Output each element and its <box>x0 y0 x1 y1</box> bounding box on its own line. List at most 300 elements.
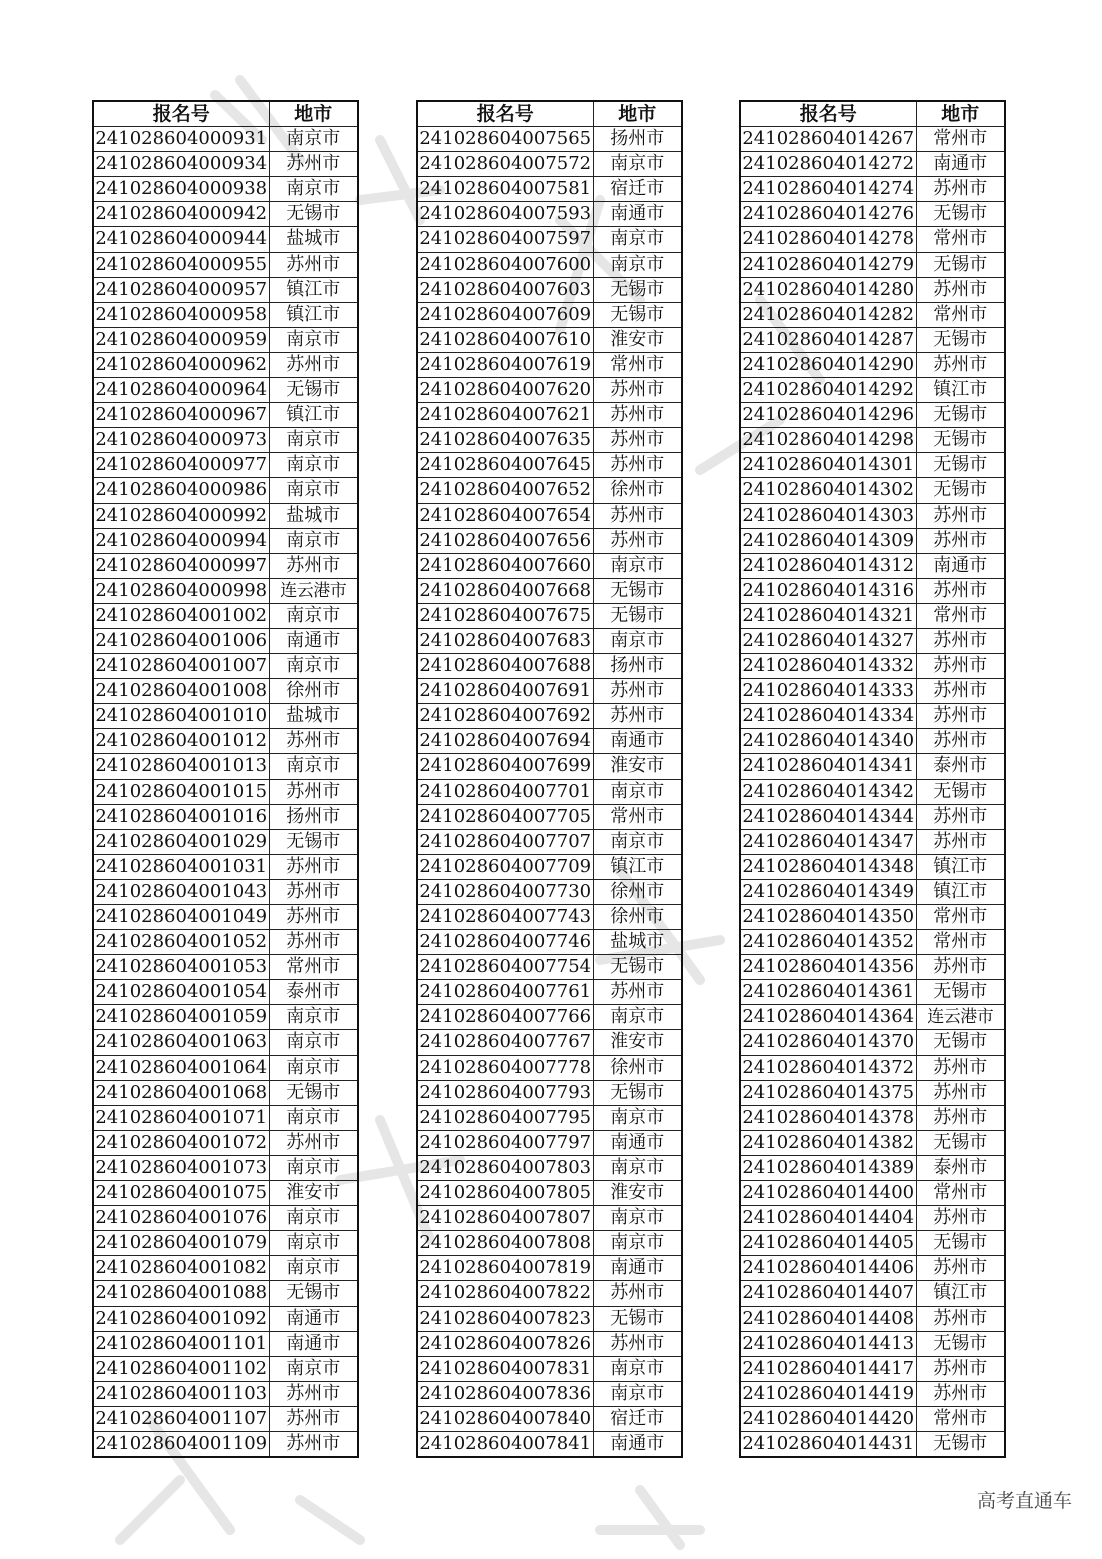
registration-number-cell: 241028604014274 <box>740 177 916 202</box>
registration-number-cell: 241028604014431 <box>740 1431 916 1457</box>
table-row <box>93 1030 358 1055</box>
table-row <box>740 1306 1005 1331</box>
city-cell: 无锡市 <box>593 955 682 980</box>
table-row <box>93 1331 358 1356</box>
city-cell: 无锡市 <box>916 1030 1005 1055</box>
registration-number-cell: 241028604014312 <box>740 553 916 578</box>
city-cell: 南京市 <box>593 628 682 653</box>
table-row <box>93 1105 358 1130</box>
city-cell: 苏州市 <box>916 1206 1005 1231</box>
registration-number-cell: 241028604014333 <box>740 679 916 704</box>
table-row <box>417 1331 682 1356</box>
table-row <box>93 1080 358 1105</box>
registration-number-cell: 241028604007603 <box>417 277 593 302</box>
city-cell: 苏州市 <box>593 1331 682 1356</box>
table-row <box>740 955 1005 980</box>
city-cell: 苏州市 <box>593 403 682 428</box>
table-row <box>740 854 1005 879</box>
registration-number-cell: 241028604007692 <box>417 704 593 729</box>
city-cell: 苏州市 <box>916 1080 1005 1105</box>
table-row <box>93 478 358 503</box>
registration-number-cell: 241028604007675 <box>417 603 593 628</box>
registration-number-cell: 241028604014309 <box>740 528 916 553</box>
city-cell: 镇江市 <box>269 277 358 302</box>
registration-number-cell: 241028604000959 <box>93 327 269 352</box>
registration-number-cell: 241028604007597 <box>417 227 593 252</box>
table-row <box>417 1356 682 1381</box>
city-cell: 镇江市 <box>916 1281 1005 1306</box>
city-cell: 无锡市 <box>593 603 682 628</box>
registration-number-cell: 241028604001107 <box>93 1406 269 1431</box>
city-cell: 苏州市 <box>269 879 358 904</box>
city-cell: 南京市 <box>593 1381 682 1406</box>
city-cell: 连云港市 <box>269 578 358 603</box>
city-cell: 常州市 <box>916 930 1005 955</box>
registration-number-cell: 241028604001075 <box>93 1181 269 1206</box>
registration-number-cell: 241028604014316 <box>740 578 916 603</box>
registration-number-cell: 241028604000958 <box>93 302 269 327</box>
table-row <box>417 829 682 854</box>
city-cell: 镇江市 <box>593 854 682 879</box>
table-row <box>93 1155 358 1180</box>
table-row <box>93 829 358 854</box>
registration-number-cell: 241028604000934 <box>93 152 269 177</box>
registration-number-cell: 241028604014420 <box>740 1406 916 1431</box>
city-cell: 南通市 <box>269 628 358 653</box>
registration-number-cell: 241028604001043 <box>93 879 269 904</box>
registration-number-cell: 241028604007688 <box>417 654 593 679</box>
city-cell: 南京市 <box>269 1030 358 1055</box>
table-row <box>93 779 358 804</box>
table-row <box>740 829 1005 854</box>
table-row <box>417 1231 682 1256</box>
registration-number-cell: 241028604001072 <box>93 1130 269 1155</box>
table-row <box>740 1130 1005 1155</box>
table-row <box>417 704 682 729</box>
city-cell: 南京市 <box>269 603 358 628</box>
table-row <box>93 1381 358 1406</box>
table-row <box>93 603 358 628</box>
table-row <box>93 1406 358 1431</box>
table-row <box>417 503 682 528</box>
registration-number-cell: 241028604000994 <box>93 528 269 553</box>
registration-number-cell: 241028604014361 <box>740 980 916 1005</box>
registration-number-cell: 241028604007619 <box>417 352 593 377</box>
table-row <box>740 1206 1005 1231</box>
registration-number-cell: 241028604000986 <box>93 478 269 503</box>
table-row <box>740 352 1005 377</box>
city-cell: 南京市 <box>593 1356 682 1381</box>
table-row <box>740 1105 1005 1130</box>
city-cell: 南京市 <box>269 327 358 352</box>
city-cell: 苏州市 <box>916 729 1005 754</box>
registration-number-cell: 241028604001049 <box>93 905 269 930</box>
city-cell: 南京市 <box>269 1105 358 1130</box>
city-cell: 镇江市 <box>269 302 358 327</box>
city-cell: 南京市 <box>269 1356 358 1381</box>
city-cell: 泰州市 <box>916 754 1005 779</box>
table-row <box>740 302 1005 327</box>
table-row <box>417 227 682 252</box>
table-row <box>740 553 1005 578</box>
table-row <box>93 352 358 377</box>
registration-number-cell: 241028604007808 <box>417 1231 593 1256</box>
table-row <box>740 1005 1005 1030</box>
city-cell: 苏州市 <box>593 980 682 1005</box>
city-cell: 淮安市 <box>593 754 682 779</box>
city-cell: 南京市 <box>593 227 682 252</box>
city-cell: 南通市 <box>593 1130 682 1155</box>
city-cell: 苏州市 <box>593 428 682 453</box>
registration-number-cell: 241028604001102 <box>93 1356 269 1381</box>
table-row <box>93 453 358 478</box>
table-row <box>417 177 682 202</box>
city-cell: 无锡市 <box>916 478 1005 503</box>
table-row <box>417 1306 682 1331</box>
registration-number-cell: 241028604001010 <box>93 704 269 729</box>
city-cell: 无锡市 <box>916 202 1005 227</box>
table-row <box>93 1130 358 1155</box>
table-row <box>417 679 682 704</box>
registration-table-3 <box>739 100 1006 1458</box>
table-row <box>417 1406 682 1431</box>
table-row <box>740 127 1005 152</box>
city-cell: 苏州市 <box>269 930 358 955</box>
table-row <box>93 704 358 729</box>
registration-number-cell: 241028604007699 <box>417 754 593 779</box>
registration-number-cell: 241028604007610 <box>417 327 593 352</box>
city-cell: 南通市 <box>916 152 1005 177</box>
table-row <box>740 980 1005 1005</box>
registration-number-cell: 241028604014341 <box>740 754 916 779</box>
table-row <box>740 1030 1005 1055</box>
table-row <box>417 1105 682 1130</box>
registration-number-cell: 241028604014400 <box>740 1181 916 1206</box>
table-row <box>93 754 358 779</box>
city-cell: 苏州市 <box>916 1356 1005 1381</box>
city-cell: 无锡市 <box>916 403 1005 428</box>
registration-number-cell: 241028604014290 <box>740 352 916 377</box>
city-cell: 苏州市 <box>916 679 1005 704</box>
table-row <box>417 1155 682 1180</box>
table-row <box>93 378 358 403</box>
table-row <box>740 478 1005 503</box>
city-cell: 苏州市 <box>269 1381 358 1406</box>
city-cell: 无锡市 <box>269 829 358 854</box>
table-row <box>417 553 682 578</box>
table-row <box>417 955 682 980</box>
table-row <box>93 428 358 453</box>
registration-number-cell: 241028604007807 <box>417 1206 593 1231</box>
registration-number-cell: 241028604014327 <box>740 628 916 653</box>
table-row <box>740 503 1005 528</box>
registration-number-cell: 241028604007840 <box>417 1406 593 1431</box>
registration-number-cell: 241028604000942 <box>93 202 269 227</box>
registration-number-cell: 241028604007609 <box>417 302 593 327</box>
city-cell: 苏州市 <box>916 829 1005 854</box>
header-city: 地市 <box>916 101 1005 127</box>
registration-number-cell: 241028604014372 <box>740 1055 916 1080</box>
city-cell: 南京市 <box>593 553 682 578</box>
table-row <box>740 729 1005 754</box>
table-row <box>740 227 1005 252</box>
table-row <box>93 1431 358 1457</box>
city-cell: 苏州市 <box>916 1256 1005 1281</box>
city-cell: 南京市 <box>593 1005 682 1030</box>
table-row <box>93 152 358 177</box>
registration-number-cell: 241028604007805 <box>417 1181 593 1206</box>
table-row <box>740 1055 1005 1080</box>
city-cell: 南京市 <box>593 252 682 277</box>
registration-number-cell: 241028604001015 <box>93 779 269 804</box>
table-row <box>417 152 682 177</box>
table-row <box>93 1256 358 1281</box>
city-cell: 苏州市 <box>916 628 1005 653</box>
table-row <box>740 905 1005 930</box>
registration-number-cell: 241028604007593 <box>417 202 593 227</box>
registration-number-cell: 241028604014375 <box>740 1080 916 1105</box>
registration-number-cell: 241028604001063 <box>93 1030 269 1055</box>
table-row <box>93 277 358 302</box>
city-cell: 苏州市 <box>916 1306 1005 1331</box>
table-row <box>93 503 358 528</box>
registration-number-cell: 241028604014419 <box>740 1381 916 1406</box>
table-row <box>417 327 682 352</box>
registration-number-cell: 241028604007836 <box>417 1381 593 1406</box>
table-row <box>740 1155 1005 1180</box>
city-cell: 苏州市 <box>269 1406 358 1431</box>
table-row <box>740 177 1005 202</box>
table-row <box>740 378 1005 403</box>
city-cell: 南京市 <box>593 1231 682 1256</box>
city-cell: 苏州市 <box>916 277 1005 302</box>
registration-number-cell: 241028604007600 <box>417 252 593 277</box>
header-registration-number: 报名号 <box>417 101 593 127</box>
city-cell: 徐州市 <box>593 905 682 930</box>
table-row <box>417 1130 682 1155</box>
registration-number-cell: 241028604014364 <box>740 1005 916 1030</box>
table-row <box>740 403 1005 428</box>
registration-number-cell: 241028604007831 <box>417 1356 593 1381</box>
city-cell: 南通市 <box>593 729 682 754</box>
registration-number-cell: 241028604001002 <box>93 603 269 628</box>
table-row <box>93 654 358 679</box>
table-row <box>740 528 1005 553</box>
table-row <box>740 578 1005 603</box>
registration-number-cell: 241028604014408 <box>740 1306 916 1331</box>
city-cell: 苏州市 <box>269 1130 358 1155</box>
registration-number-cell: 241028604007654 <box>417 503 593 528</box>
city-cell: 镇江市 <box>916 378 1005 403</box>
registration-number-cell: 241028604000944 <box>93 227 269 252</box>
table-row <box>740 1381 1005 1406</box>
city-cell: 苏州市 <box>269 152 358 177</box>
city-cell: 常州市 <box>916 127 1005 152</box>
registration-number-cell: 241028604000931 <box>93 127 269 152</box>
registration-number-cell: 241028604014296 <box>740 403 916 428</box>
city-cell: 苏州市 <box>593 453 682 478</box>
table-row <box>417 1256 682 1281</box>
table-row <box>417 378 682 403</box>
table-row <box>417 453 682 478</box>
registration-number-cell: 241028604007743 <box>417 905 593 930</box>
city-cell: 常州市 <box>916 227 1005 252</box>
registration-number-cell: 241028604007620 <box>417 378 593 403</box>
table-row <box>740 277 1005 302</box>
table-row <box>93 1231 358 1256</box>
city-cell: 苏州市 <box>916 352 1005 377</box>
city-cell: 无锡市 <box>916 453 1005 478</box>
city-cell: 南通市 <box>593 202 682 227</box>
table-row <box>417 980 682 1005</box>
registration-number-cell: 241028604001016 <box>93 804 269 829</box>
table-row <box>417 202 682 227</box>
city-cell: 苏州市 <box>593 679 682 704</box>
registration-number-cell: 241028604000955 <box>93 252 269 277</box>
city-cell: 无锡市 <box>269 1281 358 1306</box>
registration-number-cell: 241028604007660 <box>417 553 593 578</box>
registration-number-cell: 241028604007709 <box>417 854 593 879</box>
table-row <box>417 804 682 829</box>
city-cell: 无锡市 <box>593 1080 682 1105</box>
registration-number-cell: 241028604014340 <box>740 729 916 754</box>
table-row <box>740 1356 1005 1381</box>
table-row <box>417 127 682 152</box>
city-cell: 南京市 <box>269 1005 358 1030</box>
registration-number-cell: 241028604001079 <box>93 1231 269 1256</box>
city-cell: 常州市 <box>916 603 1005 628</box>
city-cell: 南京市 <box>593 779 682 804</box>
table-row <box>93 729 358 754</box>
registration-number-cell: 241028604007701 <box>417 779 593 804</box>
city-cell: 苏州市 <box>916 503 1005 528</box>
city-cell: 淮安市 <box>593 1030 682 1055</box>
table-row <box>93 679 358 704</box>
table-row <box>417 1080 682 1105</box>
table-row <box>417 879 682 904</box>
table-row <box>417 1281 682 1306</box>
table-row <box>417 302 682 327</box>
city-cell: 苏州市 <box>593 503 682 528</box>
city-cell: 南通市 <box>916 553 1005 578</box>
footer-brand: 高考直通车 <box>976 1490 1072 1512</box>
city-cell: 泰州市 <box>916 1155 1005 1180</box>
registration-number-cell: 241028604007656 <box>417 528 593 553</box>
registration-number-cell: 241028604014272 <box>740 152 916 177</box>
table-row <box>417 528 682 553</box>
registration-number-cell: 241028604007705 <box>417 804 593 829</box>
table-row <box>417 428 682 453</box>
table-row <box>740 202 1005 227</box>
table-row <box>93 980 358 1005</box>
registration-number-cell: 241028604000957 <box>93 277 269 302</box>
city-cell: 苏州市 <box>916 528 1005 553</box>
city-cell: 镇江市 <box>916 879 1005 904</box>
city-cell: 苏州市 <box>593 378 682 403</box>
registration-number-cell: 241028604014350 <box>740 905 916 930</box>
table-row <box>417 628 682 653</box>
city-cell: 无锡市 <box>916 980 1005 1005</box>
registration-number-cell: 241028604007797 <box>417 1130 593 1155</box>
city-cell: 南京市 <box>269 1055 358 1080</box>
table-row <box>417 1181 682 1206</box>
registration-number-cell: 241028604001082 <box>93 1256 269 1281</box>
city-cell: 扬州市 <box>269 804 358 829</box>
city-cell: 镇江市 <box>916 854 1005 879</box>
registration-number-cell: 241028604014303 <box>740 503 916 528</box>
registration-number-cell: 241028604014406 <box>740 1256 916 1281</box>
city-cell: 苏州市 <box>593 704 682 729</box>
city-cell: 无锡市 <box>916 428 1005 453</box>
registration-number-cell: 241028604000977 <box>93 453 269 478</box>
registration-number-cell: 241028604007795 <box>417 1105 593 1130</box>
city-cell: 南京市 <box>269 1231 358 1256</box>
city-cell: 无锡市 <box>916 252 1005 277</box>
table-row <box>93 1281 358 1306</box>
table-row <box>740 152 1005 177</box>
table-row <box>417 779 682 804</box>
city-cell: 苏州市 <box>916 1381 1005 1406</box>
city-cell: 无锡市 <box>269 378 358 403</box>
city-cell: 南京市 <box>269 1155 358 1180</box>
table-row <box>417 252 682 277</box>
city-cell: 南京市 <box>593 1105 682 1130</box>
table-row <box>740 1181 1005 1206</box>
city-cell: 苏州市 <box>269 252 358 277</box>
city-cell: 扬州市 <box>593 654 682 679</box>
city-cell: 盐城市 <box>269 704 358 729</box>
table-row <box>417 854 682 879</box>
registration-number-cell: 241028604007793 <box>417 1080 593 1105</box>
city-cell: 常州市 <box>593 804 682 829</box>
registration-number-cell: 241028604014267 <box>740 127 916 152</box>
registration-number-cell: 241028604014349 <box>740 879 916 904</box>
registration-number-cell: 241028604014404 <box>740 1206 916 1231</box>
table-row <box>740 704 1005 729</box>
table-row <box>417 729 682 754</box>
table-row <box>93 804 358 829</box>
registration-number-cell: 241028604001007 <box>93 654 269 679</box>
table-row <box>93 1306 358 1331</box>
registration-number-cell: 241028604014278 <box>740 227 916 252</box>
table-row <box>93 227 358 252</box>
table-row <box>417 1381 682 1406</box>
table-row <box>93 1181 358 1206</box>
table-row <box>417 1206 682 1231</box>
table-row <box>93 854 358 879</box>
registration-number-cell: 241028604000998 <box>93 578 269 603</box>
registration-number-cell: 241028604001012 <box>93 729 269 754</box>
registration-number-cell: 241028604001088 <box>93 1281 269 1306</box>
city-cell: 苏州市 <box>916 704 1005 729</box>
city-cell: 苏州市 <box>593 528 682 553</box>
registration-number-cell: 241028604007635 <box>417 428 593 453</box>
registration-number-cell: 241028604001031 <box>93 854 269 879</box>
header-city: 地市 <box>593 101 682 127</box>
table-row <box>740 1080 1005 1105</box>
registration-number-cell: 241028604001092 <box>93 1306 269 1331</box>
registration-number-cell: 241028604001109 <box>93 1431 269 1457</box>
city-cell: 苏州市 <box>269 729 358 754</box>
registration-number-cell: 241028604000938 <box>93 177 269 202</box>
registration-number-cell: 241028604001054 <box>93 980 269 1005</box>
registration-number-cell: 241028604007565 <box>417 127 593 152</box>
registration-number-cell: 241028604007778 <box>417 1055 593 1080</box>
registration-number-cell: 241028604014378 <box>740 1105 916 1130</box>
city-cell: 苏州市 <box>269 553 358 578</box>
registration-number-cell: 241028604014356 <box>740 955 916 980</box>
registration-number-cell: 241028604014287 <box>740 327 916 352</box>
